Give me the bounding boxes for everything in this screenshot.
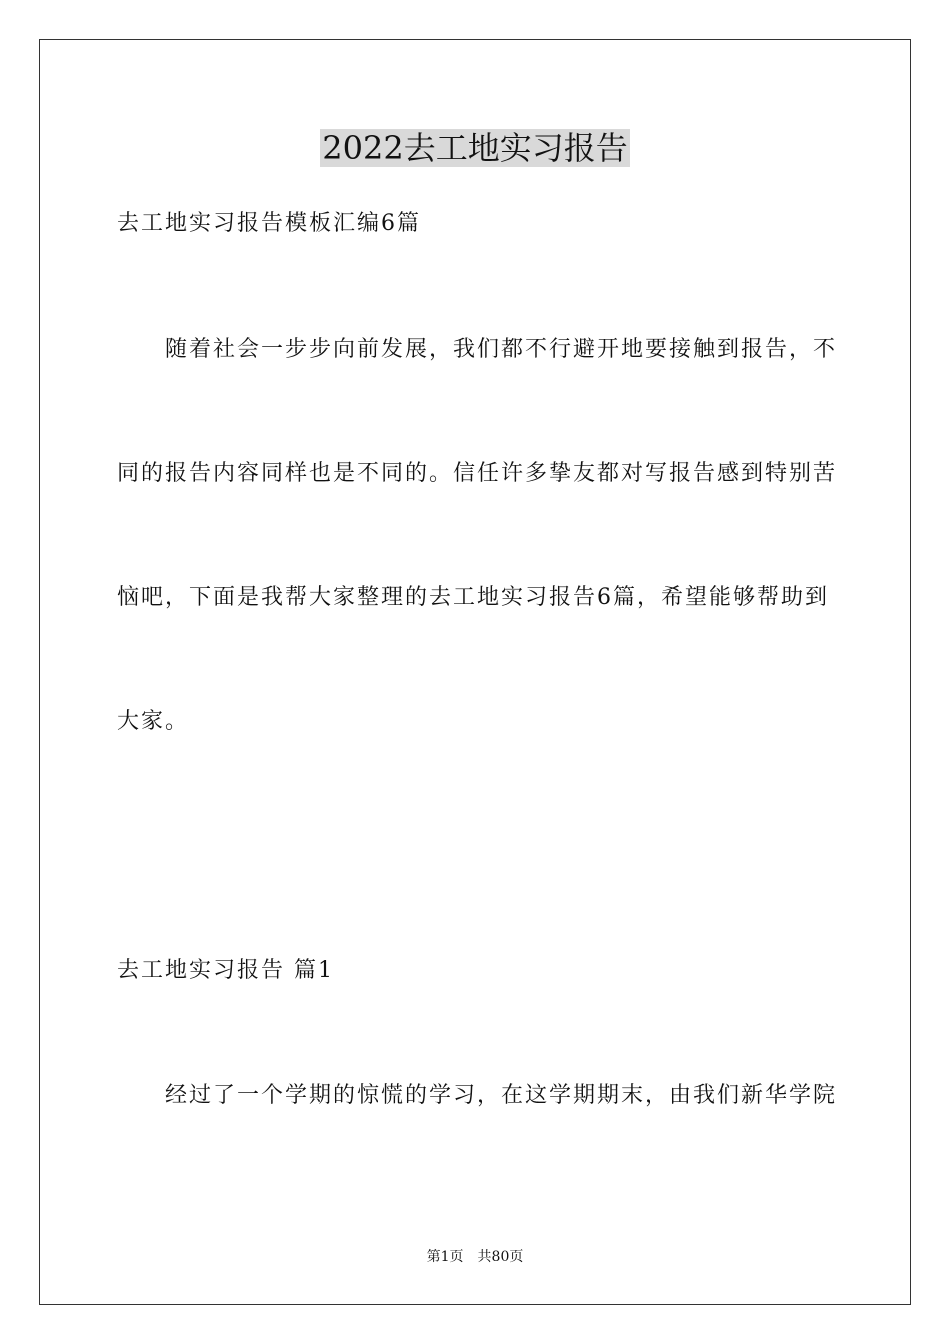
intro-line-3: 恼吧，下面是我帮大家整理的去工地实习报告6篇，希望能够帮助到	[117, 585, 829, 610]
intro-line-1: 随着社会一步步向前发展，我们都不行避开地要接触到报告，不	[165, 337, 838, 362]
intro-line-4: 大家。	[117, 709, 190, 734]
document-title-text: 2022去工地实习报告	[322, 129, 628, 167]
intro-line-2: 同的报告内容同样也是不同的。信任许多挚友都对写报告感到特别苦	[117, 461, 838, 486]
document-title	[0, 126, 950, 170]
page-number-current: 第1页	[426, 1249, 464, 1265]
section-first-line: 经过了一个学期的惊慌的学习，在这学期期末，由我们新华学院	[165, 1083, 838, 1108]
section-heading: 去工地实习报告 篇1	[117, 958, 334, 983]
document-subtitle: 去工地实习报告模板汇编6篇	[117, 211, 421, 236]
page-number-total: 共80页	[477, 1249, 524, 1265]
page-footer	[0, 1247, 950, 1267]
